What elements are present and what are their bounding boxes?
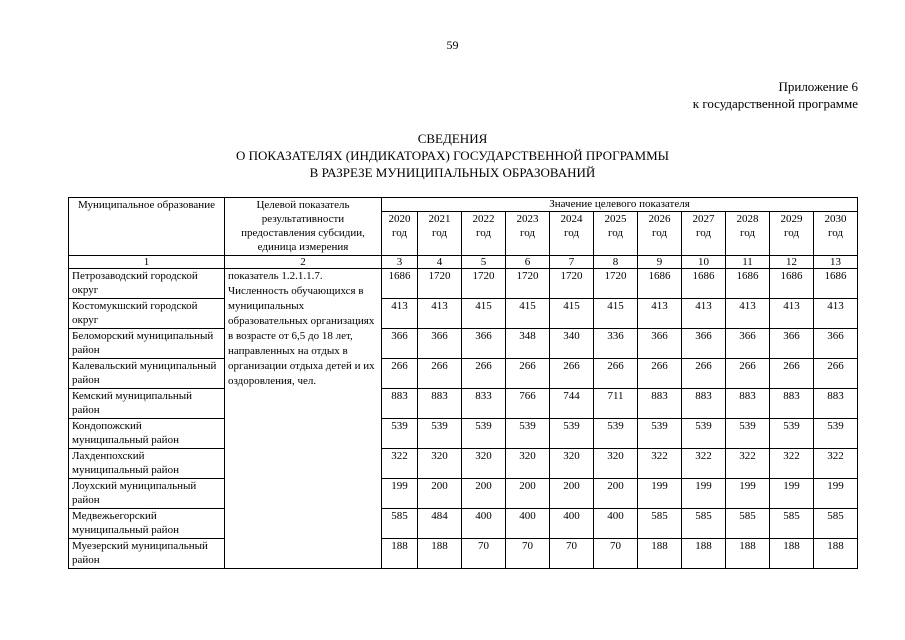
year-unit: год [519, 227, 536, 239]
value-cell: 320 [550, 449, 594, 479]
municipality-name: Кондопожский муниципальный район [69, 419, 225, 449]
heading-line-3: В РАЗРЕЗЕ МУНИЦИПАЛЬНЫХ ОБРАЗОВАНИЙ [309, 165, 596, 180]
value-cell: 200 [550, 479, 594, 509]
table-row [69, 359, 858, 389]
year-label: 2022 [472, 213, 495, 225]
value-cell: 539 [638, 419, 682, 449]
value-cell: 539 [770, 419, 814, 449]
value-cell: 70 [594, 539, 638, 569]
year-label: 2028 [736, 213, 759, 225]
value-cell: 366 [418, 329, 462, 359]
year-unit: год [475, 227, 492, 239]
value-cell: 348 [506, 329, 550, 359]
appendix-line-2: к государственной программе [692, 96, 858, 111]
value-cell: 188 [770, 539, 814, 569]
value-cell: 1686 [814, 269, 858, 299]
indicator-description: показатель 1.2.1.1.7. Численность обучающихся в муниципальных образовательных организациях в возрасте от 6,5 до 18 лет, направленных на отдых в организации отдыха детей и их оздоровления, чел. [225, 269, 382, 569]
value-cell: 199 [638, 479, 682, 509]
value-cell: 322 [814, 449, 858, 479]
column-number: 3 [382, 256, 418, 269]
table-row [69, 479, 858, 509]
header-year-2023 [506, 212, 550, 256]
value-cell: 833 [462, 389, 506, 419]
value-cell: 188 [814, 539, 858, 569]
value-cell: 322 [682, 449, 726, 479]
year-unit: год [431, 227, 448, 239]
value-cell: 188 [638, 539, 682, 569]
value-cell: 366 [462, 329, 506, 359]
value-cell: 70 [462, 539, 506, 569]
value-cell: 585 [638, 509, 682, 539]
value-cell: 200 [462, 479, 506, 509]
value-cell: 199 [770, 479, 814, 509]
value-cell: 266 [462, 359, 506, 389]
value-cell: 539 [418, 419, 462, 449]
value-cell: 539 [594, 419, 638, 449]
column-number: 7 [550, 256, 594, 269]
value-cell: 266 [638, 359, 682, 389]
header-year-2027 [682, 212, 726, 256]
value-cell: 322 [638, 449, 682, 479]
column-number: 2 [225, 256, 382, 269]
value-cell: 266 [770, 359, 814, 389]
year-label: 2025 [604, 213, 627, 225]
value-cell: 539 [550, 419, 594, 449]
header-year-2021 [418, 212, 462, 256]
table-row [69, 299, 858, 329]
column-number: 10 [682, 256, 726, 269]
value-cell: 413 [382, 299, 418, 329]
value-cell: 744 [550, 389, 594, 419]
value-cell: 400 [506, 509, 550, 539]
table-row [69, 449, 858, 479]
value-cell: 400 [594, 509, 638, 539]
value-cell: 266 [418, 359, 462, 389]
value-cell: 188 [418, 539, 462, 569]
year-unit: год [563, 227, 580, 239]
value-cell: 322 [382, 449, 418, 479]
value-cell: 336 [594, 329, 638, 359]
header-year-2029 [770, 212, 814, 256]
year-unit: год [783, 227, 800, 239]
year-unit: год [695, 227, 712, 239]
year-unit: год [827, 227, 844, 239]
value-cell: 539 [462, 419, 506, 449]
value-cell: 70 [506, 539, 550, 569]
value-cell: 883 [682, 389, 726, 419]
table-row [69, 539, 858, 569]
heading-line-1: СВЕДЕНИЯ [417, 131, 488, 146]
header-year-2024 [550, 212, 594, 256]
column-number: 9 [638, 256, 682, 269]
value-cell: 585 [682, 509, 726, 539]
year-label: 2021 [428, 213, 451, 225]
value-cell: 70 [550, 539, 594, 569]
year-label: 2026 [648, 213, 671, 225]
value-cell: 585 [770, 509, 814, 539]
value-cell: 415 [594, 299, 638, 329]
value-cell: 413 [814, 299, 858, 329]
value-cell: 415 [550, 299, 594, 329]
column-number: 8 [594, 256, 638, 269]
value-cell: 539 [682, 419, 726, 449]
value-cell: 1720 [418, 269, 462, 299]
value-cell: 1720 [594, 269, 638, 299]
column-number: 5 [462, 256, 506, 269]
value-cell: 200 [418, 479, 462, 509]
value-cell: 199 [814, 479, 858, 509]
heading-line-2: О ПОКАЗАТЕЛЯХ (ИНДИКАТОРАХ) ГОСУДАРСТВЕННОЙ ПРОГРАММЫ [236, 148, 669, 163]
value-cell: 539 [382, 419, 418, 449]
year-label: 2030 [824, 213, 847, 225]
value-cell: 200 [594, 479, 638, 509]
municipality-name: Муезерский муниципальный район [69, 539, 225, 569]
value-cell: 320 [418, 449, 462, 479]
value-cell: 199 [682, 479, 726, 509]
value-cell: 266 [726, 359, 770, 389]
year-unit: год [607, 227, 624, 239]
header-year-2022 [462, 212, 506, 256]
appendix-note [693, 78, 858, 112]
value-cell: 266 [506, 359, 550, 389]
value-cell: 415 [462, 299, 506, 329]
header-municipality: Муниципальное образование [69, 198, 225, 256]
value-cell: 539 [726, 419, 770, 449]
value-cell: 883 [770, 389, 814, 419]
page-number: 59 [446, 38, 459, 52]
year-label: 2020 [388, 213, 411, 225]
value-cell: 883 [726, 389, 770, 419]
value-cell: 188 [726, 539, 770, 569]
year-unit: год [739, 227, 756, 239]
value-cell: 1720 [462, 269, 506, 299]
value-cell: 366 [638, 329, 682, 359]
municipality-name: Калевальский муниципальный район [69, 359, 225, 389]
year-label: 2027 [692, 213, 715, 225]
value-cell: 188 [382, 539, 418, 569]
value-cell: 1686 [770, 269, 814, 299]
value-cell: 400 [550, 509, 594, 539]
table-row [69, 389, 858, 419]
value-cell: 413 [726, 299, 770, 329]
table-row [69, 509, 858, 539]
municipality-name: Петрозаводский городской округ [69, 269, 225, 299]
document-heading [0, 130, 905, 181]
value-cell: 199 [726, 479, 770, 509]
municipality-name: Кемский муниципальный район [69, 389, 225, 419]
table-row [69, 269, 858, 299]
value-cell: 413 [682, 299, 726, 329]
value-cell: 413 [418, 299, 462, 329]
value-cell: 883 [814, 389, 858, 419]
value-cell: 1686 [638, 269, 682, 299]
value-cell: 188 [682, 539, 726, 569]
year-label: 2029 [780, 213, 803, 225]
column-number: 1 [69, 256, 225, 269]
value-cell: 883 [382, 389, 418, 419]
column-number: 12 [770, 256, 814, 269]
value-cell: 366 [814, 329, 858, 359]
value-cell: 266 [594, 359, 638, 389]
year-unit: год [391, 227, 408, 239]
value-cell: 320 [462, 449, 506, 479]
value-cell: 340 [550, 329, 594, 359]
value-cell: 266 [382, 359, 418, 389]
table-row [69, 419, 858, 449]
value-cell: 883 [418, 389, 462, 419]
header-values: Значение целевого показателя [382, 198, 858, 212]
header-year-2025 [594, 212, 638, 256]
year-unit: год [651, 227, 668, 239]
value-cell: 1686 [726, 269, 770, 299]
value-cell: 1720 [550, 269, 594, 299]
value-cell: 1686 [682, 269, 726, 299]
value-cell: 266 [550, 359, 594, 389]
value-cell: 1720 [506, 269, 550, 299]
header-year-2026 [638, 212, 682, 256]
value-cell: 199 [382, 479, 418, 509]
year-label: 2023 [516, 213, 539, 225]
value-cell: 539 [506, 419, 550, 449]
table-row [69, 329, 858, 359]
column-number: 13 [814, 256, 858, 269]
value-cell: 539 [814, 419, 858, 449]
municipality-name: Беломорский муниципальный район [69, 329, 225, 359]
value-cell: 1686 [382, 269, 418, 299]
value-cell: 413 [638, 299, 682, 329]
value-cell: 366 [382, 329, 418, 359]
value-cell: 711 [594, 389, 638, 419]
value-cell: 766 [506, 389, 550, 419]
value-cell: 413 [770, 299, 814, 329]
value-cell: 400 [462, 509, 506, 539]
value-cell: 415 [506, 299, 550, 329]
municipality-name: Медвежьегорский муниципальный район [69, 509, 225, 539]
value-cell: 320 [594, 449, 638, 479]
value-cell: 320 [506, 449, 550, 479]
value-cell: 366 [682, 329, 726, 359]
value-cell: 484 [418, 509, 462, 539]
column-number: 11 [726, 256, 770, 269]
year-label: 2024 [560, 213, 583, 225]
value-cell: 585 [814, 509, 858, 539]
value-cell: 266 [814, 359, 858, 389]
header-year-2028 [726, 212, 770, 256]
municipality-name: Лоухский муниципальный район [69, 479, 225, 509]
value-cell: 322 [726, 449, 770, 479]
column-number: 6 [506, 256, 550, 269]
appendix-line-1: Приложение 6 [778, 79, 858, 94]
value-cell: 366 [770, 329, 814, 359]
municipality-name: Костомукшский городской округ [69, 299, 225, 329]
value-cell: 585 [726, 509, 770, 539]
value-cell: 883 [638, 389, 682, 419]
municipality-name: Лахденпохский муниципальный район [69, 449, 225, 479]
value-cell: 322 [770, 449, 814, 479]
value-cell: 585 [382, 509, 418, 539]
value-cell: 266 [682, 359, 726, 389]
indicators-table [68, 197, 858, 569]
column-number: 4 [418, 256, 462, 269]
value-cell: 366 [726, 329, 770, 359]
header-year-2030 [814, 212, 858, 256]
value-cell: 200 [506, 479, 550, 509]
header-year-2020 [382, 212, 418, 256]
header-indicator: Целевой показатель результативности предоставления субсидии, единица измерения [225, 198, 382, 256]
